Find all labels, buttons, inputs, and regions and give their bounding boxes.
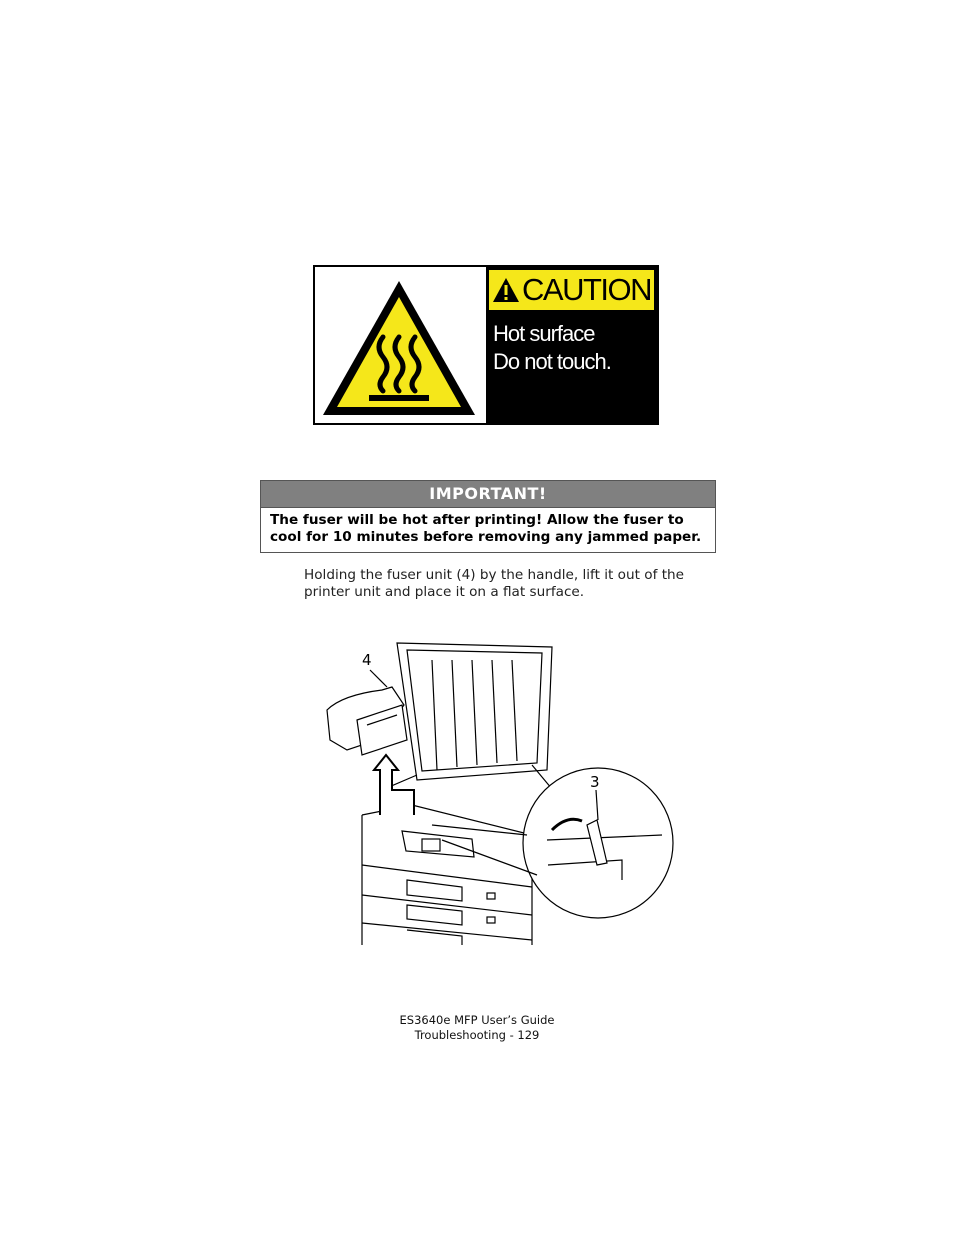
hot-surface-warning-icon [319,277,479,417]
caution-header [489,270,654,310]
caution-label [313,265,659,425]
important-body [261,508,715,546]
hot-surface-warning-panel [315,267,486,423]
instruction-text [304,567,724,601]
callout-4-label: 4 [362,651,372,669]
fuser-removal-illustration [322,625,682,951]
instruction-line-2: printer unit and place it on a flat surface. [304,584,585,600]
footer-page-number: Troubleshooting - 129 [414,1028,540,1042]
caution-line-2: Do not touch. [493,349,611,374]
instruction-line-1: Holding the fuser unit (4) by the handle, lift it out of the [304,567,685,583]
important-note [260,480,716,553]
important-line-1: The fuser will be hot after printing! Allow the fuser to [270,512,684,528]
important-line-2: cool for 10 minutes before removing any jammed paper. [270,529,702,545]
callout-3-label: 3 [590,773,600,791]
caution-text-panel [486,267,657,423]
caution-heading: CAUTION [522,272,651,307]
caution-line-1: Hot surface [493,321,595,346]
printer-line-drawing [322,625,682,947]
exclamation-triangle-icon [492,277,520,303]
important-title: IMPORTANT! [261,481,715,508]
footer-guide-title: ES3640e MFP User’s Guide [399,1013,555,1027]
